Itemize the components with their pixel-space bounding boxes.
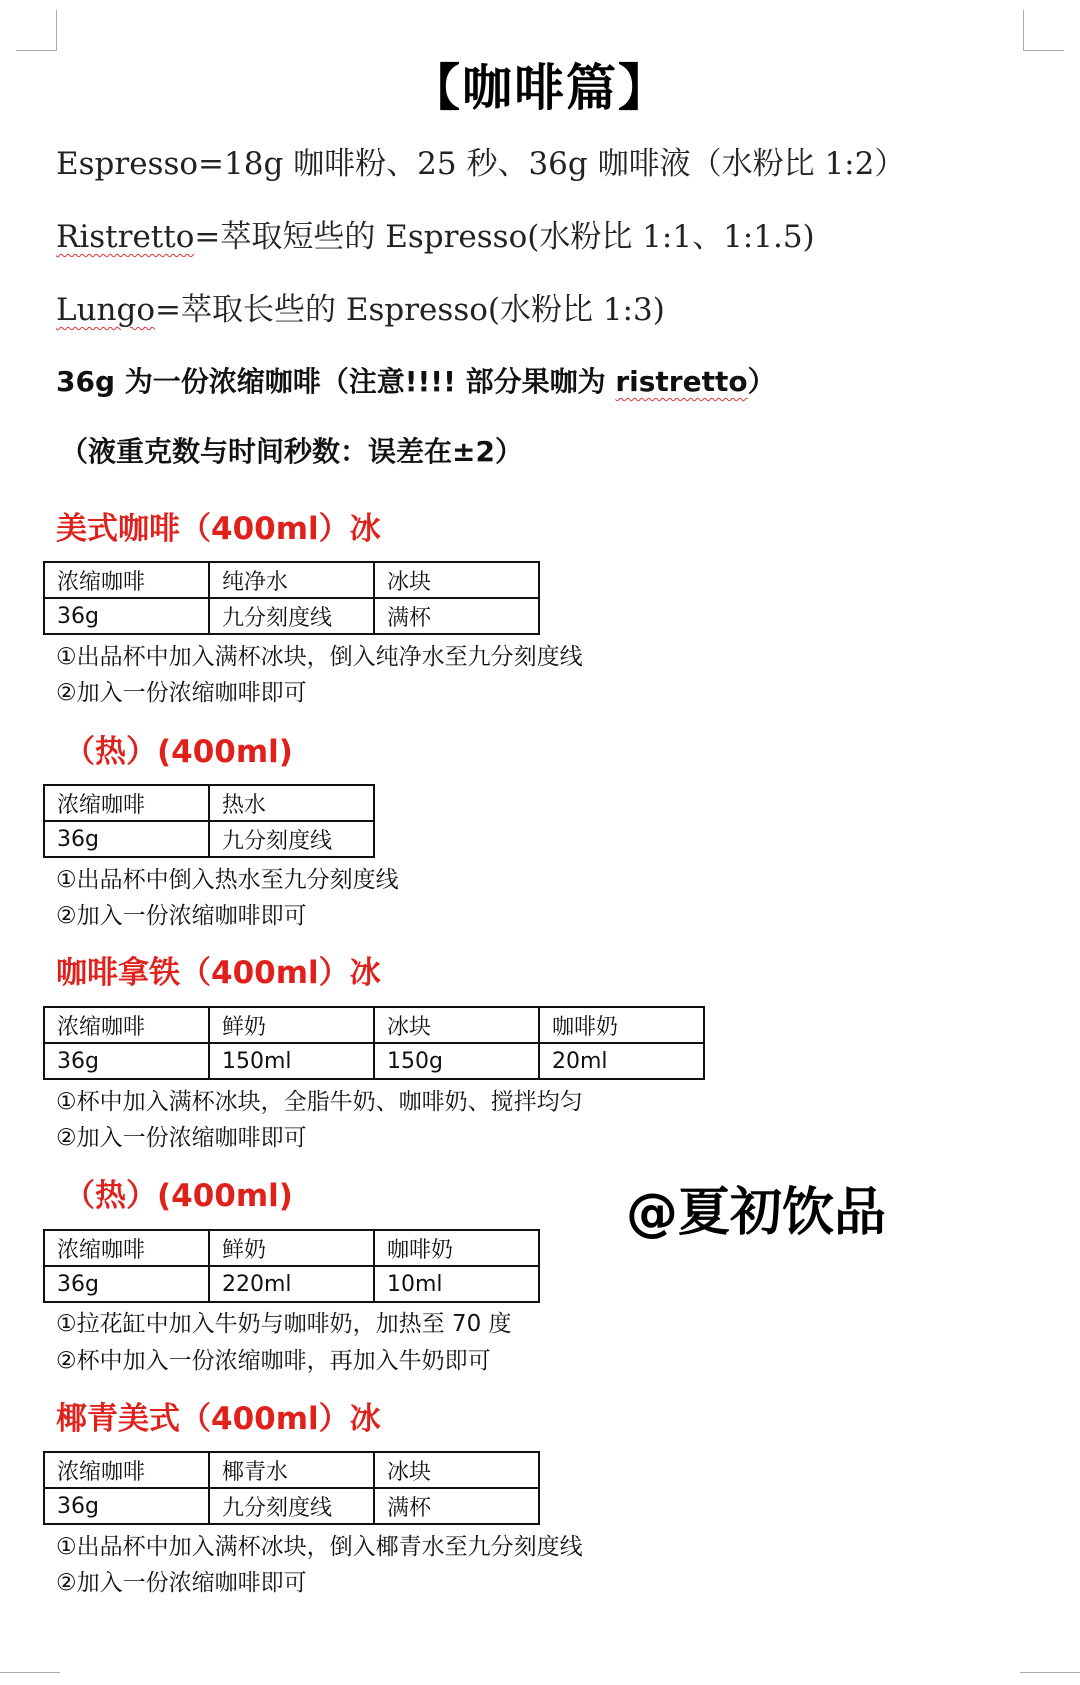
espresso-rule: Espresso=18g 咖啡粉、25 秒、36g 咖啡液（水粉比 1:2） bbox=[56, 146, 906, 182]
page-corner-mark-top-right bbox=[1023, 10, 1064, 51]
step-1-iced-americano: ①出品杯中加入满杯冰块，倒入纯净水至九分刻度线 bbox=[56, 644, 583, 670]
table-value-cell: 满杯 bbox=[374, 598, 539, 634]
section-title-iced-latte: 咖啡拿铁（400ml）冰 bbox=[56, 955, 381, 991]
table-header-cell: 浓缩咖啡 bbox=[44, 1230, 209, 1266]
table-header-row bbox=[44, 1230, 539, 1266]
page-title: 【咖啡篇】 bbox=[410, 58, 670, 117]
section-title-iced-americano: 美式咖啡（400ml）冰 bbox=[56, 511, 381, 547]
step-2-hot-americano: ②加入一份浓缩咖啡即可 bbox=[56, 903, 307, 929]
table-value-cell: 36g bbox=[44, 1266, 209, 1302]
table-value-row bbox=[44, 1266, 539, 1302]
dose-note-ristretto: ristretto bbox=[615, 365, 748, 398]
table-header-cell: 咖啡奶 bbox=[539, 1007, 704, 1043]
lungo-word: Lungo bbox=[56, 292, 156, 328]
recipe-table-hot-latte bbox=[43, 1229, 540, 1303]
dose-note bbox=[56, 360, 776, 400]
table-value-cell: 36g bbox=[44, 821, 209, 857]
ristretto-rule-text: =萃取短些的 Espresso(水粉比 1:1、1:1.5) bbox=[194, 219, 815, 255]
watermark: @夏初饮品 bbox=[626, 1183, 887, 1243]
table-value-cell: 36g bbox=[44, 598, 209, 634]
table-value-cell: 20ml bbox=[539, 1043, 704, 1079]
table-value-cell: 36g bbox=[44, 1488, 209, 1524]
dose-note-end: ） bbox=[747, 365, 776, 398]
table-value-cell: 10ml bbox=[374, 1266, 539, 1302]
page-corner-mark-bottom-left bbox=[0, 1672, 60, 1685]
table-value-row bbox=[44, 598, 539, 634]
table-value-row bbox=[44, 821, 374, 857]
page-corner-mark-top-left bbox=[16, 10, 57, 51]
section-title-hot-latte: （热）(400ml) bbox=[64, 1178, 293, 1214]
table-header-cell: 椰青水 bbox=[209, 1452, 374, 1488]
table-header-cell: 冰块 bbox=[374, 1007, 539, 1043]
step-2-hot-latte: ②杯中加入一份浓缩咖啡，再加入牛奶即可 bbox=[56, 1348, 491, 1374]
table-header-cell: 鲜奶 bbox=[209, 1230, 374, 1266]
table-value-cell: 36g bbox=[44, 1043, 209, 1079]
table-value-cell: 九分刻度线 bbox=[209, 598, 374, 634]
table-value-cell: 220ml bbox=[209, 1266, 374, 1302]
step-2-coconut-americano: ②加入一份浓缩咖啡即可 bbox=[56, 1570, 307, 1596]
recipe-table-iced-latte bbox=[43, 1006, 705, 1080]
table-header-row bbox=[44, 1007, 704, 1043]
table-header-cell: 浓缩咖啡 bbox=[44, 1452, 209, 1488]
table-value-row bbox=[44, 1043, 704, 1079]
lungo-rule-text: =萃取长些的 Espresso(水粉比 1:3) bbox=[155, 292, 665, 328]
table-value-cell: 九分刻度线 bbox=[209, 1488, 374, 1524]
table-header-row bbox=[44, 785, 374, 821]
ristretto-word: Ristretto bbox=[56, 219, 195, 255]
tolerance-note: （液重克数与时间秒数：误差在±2） bbox=[60, 435, 523, 468]
recipe-table-iced-americano bbox=[43, 561, 540, 635]
recipe-table-hot-americano bbox=[43, 784, 375, 858]
step-2-iced-americano: ②加入一份浓缩咖啡即可 bbox=[56, 680, 307, 706]
recipe-table-coconut-americano bbox=[43, 1451, 540, 1525]
table-header-cell: 浓缩咖啡 bbox=[44, 562, 209, 598]
table-header-cell: 冰块 bbox=[374, 1452, 539, 1488]
table-value-cell: 150ml bbox=[209, 1043, 374, 1079]
table-header-row bbox=[44, 1452, 539, 1488]
step-1-hot-americano: ①出品杯中倒入热水至九分刻度线 bbox=[56, 867, 399, 893]
table-value-cell: 满杯 bbox=[374, 1488, 539, 1524]
table-header-row bbox=[44, 562, 539, 598]
section-title-hot-americano: （热）(400ml) bbox=[64, 734, 293, 770]
step-1-coconut-americano: ①出品杯中加入满杯冰块，倒入椰青水至九分刻度线 bbox=[56, 1534, 583, 1560]
table-header-cell: 浓缩咖啡 bbox=[44, 785, 209, 821]
section-title-coconut-americano: 椰青美式（400ml）冰 bbox=[56, 1401, 381, 1437]
table-value-cell: 九分刻度线 bbox=[209, 821, 374, 857]
step-1-hot-latte: ①拉花缸中加入牛奶与咖啡奶，加热至 70 度 bbox=[56, 1311, 512, 1337]
table-header-cell: 鲜奶 bbox=[209, 1007, 374, 1043]
dose-note-text: 36g 为一份浓缩咖啡（注意!!!! 部分果咖为 bbox=[56, 365, 616, 398]
ristretto-rule bbox=[56, 211, 815, 256]
table-header-cell: 热水 bbox=[209, 785, 374, 821]
table-value-row bbox=[44, 1488, 539, 1524]
step-1-iced-latte: ①杯中加入满杯冰块，全脂牛奶、咖啡奶、搅拌均匀 bbox=[56, 1089, 583, 1115]
step-2-iced-latte: ②加入一份浓缩咖啡即可 bbox=[56, 1125, 307, 1151]
table-value-cell: 150g bbox=[374, 1043, 539, 1079]
table-header-cell: 纯净水 bbox=[209, 562, 374, 598]
table-header-cell: 浓缩咖啡 bbox=[44, 1007, 209, 1043]
table-header-cell: 冰块 bbox=[374, 562, 539, 598]
lungo-rule bbox=[56, 284, 665, 329]
table-header-cell: 咖啡奶 bbox=[374, 1230, 539, 1266]
page-corner-mark-bottom-right bbox=[1020, 1672, 1080, 1685]
